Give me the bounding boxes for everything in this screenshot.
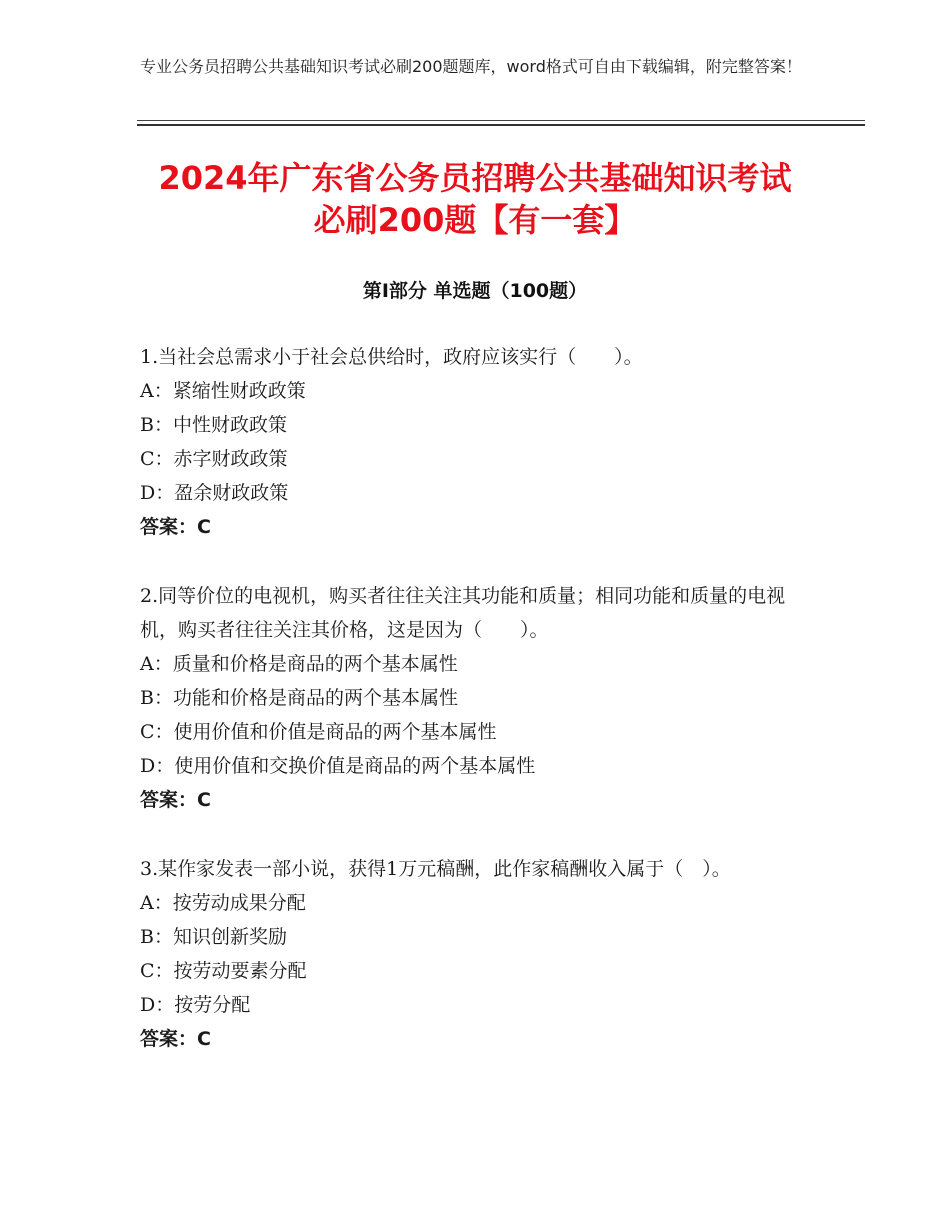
document-title-line-2: 必刷200题【有一套】 bbox=[313, 201, 637, 239]
option-c: C：按劳动要素分配 bbox=[140, 960, 307, 982]
header-divider-thick bbox=[137, 124, 865, 126]
option-b: B：知识创新奖励 bbox=[140, 926, 287, 948]
question-3 bbox=[140, 852, 820, 1056]
answer: 答案：C bbox=[140, 789, 211, 811]
option-a: A：按劳动成果分配 bbox=[140, 892, 306, 914]
answer: 答案：C bbox=[140, 516, 211, 538]
question-2 bbox=[140, 579, 820, 817]
question-1 bbox=[140, 340, 820, 544]
option-d: D：盈余财政政策 bbox=[140, 482, 289, 504]
option-b: B：功能和价格是商品的两个基本属性 bbox=[140, 687, 458, 709]
option-a: A：紧缩性财政政策 bbox=[140, 380, 306, 402]
option-c: C：使用价值和价值是商品的两个基本属性 bbox=[140, 721, 497, 743]
section-heading: 第Ⅰ部分 单选题（100题） bbox=[362, 280, 588, 302]
option-b: B：中性财政政策 bbox=[140, 414, 287, 436]
answer: 答案：C bbox=[140, 1028, 211, 1050]
header-divider-thin bbox=[137, 120, 865, 121]
question-stem: 1.当社会总需求小于社会总供给时，政府应该实行（ ）。 bbox=[140, 346, 643, 368]
document-title bbox=[100, 157, 850, 241]
header-note: 专业公务员招聘公共基础知识考试必刷200题题库，word格式可自由下载编辑，附完整答案！ bbox=[140, 57, 802, 76]
option-a: A：质量和价格是商品的两个基本属性 bbox=[140, 653, 458, 675]
question-list bbox=[140, 340, 820, 1056]
option-d: D：按劳分配 bbox=[140, 994, 251, 1016]
question-stem: 3.某作家发表一部小说，获得1万元稿酬，此作家稿酬收入属于（ ）。 bbox=[140, 858, 731, 880]
option-d: D：使用价值和交换价值是商品的两个基本属性 bbox=[140, 755, 536, 777]
option-c: C：赤字财政政策 bbox=[140, 448, 288, 470]
question-stem: 2.同等价位的电视机，购买者往往关注其功能和质量；相同功能和质量的电视机，购买者往往关注其价格，这是因为（ ）。 bbox=[140, 585, 786, 641]
document-title-line-1: 2024年广东省公务员招聘公共基础知识考试 bbox=[158, 159, 792, 197]
